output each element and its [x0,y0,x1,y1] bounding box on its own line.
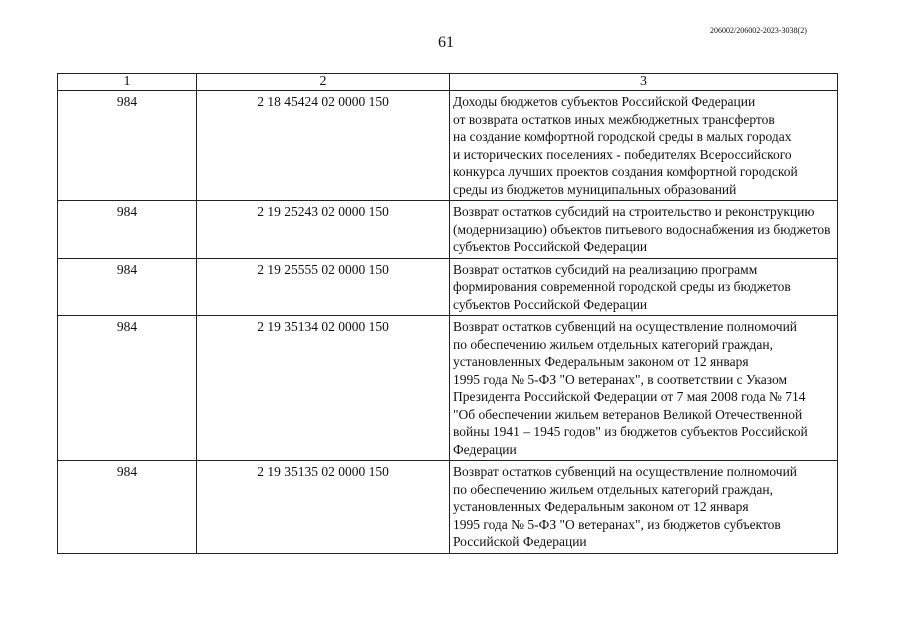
table-row [58,258,838,316]
description-line: по обеспечению жильем отдельных категорий граждан, [453,481,773,497]
description-line: войны 1941 – 1945 годов" из бюджетов субъектов Российской [453,424,808,439]
page-number: 61 [438,34,454,51]
column-header-3: 3 [450,74,838,91]
description-line: по обеспечению жильем отдельных категорий граждан, [453,336,773,352]
description-line: формирования современной городской среды из бюджетов [453,279,791,294]
description-line: 1995 года № 5-ФЗ "О ветеранах", из бюджетов субъектов [453,516,781,532]
description-line: Возврат остатков субвенций на осуществление полномочий [453,319,798,334]
budget-classification-code-cell: 2 19 25243 02 0000 150 [197,201,450,259]
column-header-2: 2 [197,74,450,91]
document-id: 206002/206002-2023-3038(2) [710,26,807,35]
admin-code-cell: 984 [58,461,197,554]
admin-code-cell: 984 [58,316,197,461]
income-description-cell [450,258,838,316]
description-line: Возврат остатков субсидий на реализацию программ [453,261,758,277]
table-body [58,91,838,554]
description-line: от возврата остатков иных межбюджетных трансфертов [453,111,775,127]
description-line: конкурса лучших проектов создания комфортной городской [453,164,798,179]
description-line: установленных Федеральным законом от 12 января [453,354,749,369]
admin-code-cell: 984 [58,91,197,201]
income-description-cell [450,461,838,554]
description-line: установленных Федеральным законом от 12 января [453,499,749,514]
table-header-row [58,74,838,91]
income-description-cell [450,201,838,259]
admin-code-cell: 984 [58,201,197,259]
budget-classification-code-cell: 2 19 35135 02 0000 150 [197,461,450,554]
description-line: субъектов Российской Федерации [453,296,648,312]
income-description-cell [450,316,838,461]
budget-classification-code-cell: 2 18 45424 02 0000 150 [197,91,450,201]
column-header-1: 1 [58,74,197,91]
description-line: (модернизацию) объектов питьевого водоснабжения из бюджетов [453,221,831,237]
table-row [58,201,838,259]
budget-codes-table [57,73,838,554]
admin-code-cell: 984 [58,258,197,316]
budget-classification-code-cell: 2 19 35134 02 0000 150 [197,316,450,461]
description-line: субъектов Российской Федерации [453,239,648,254]
description-line: 1995 года № 5-ФЗ "О ветеранах", в соответствии с Указом [453,371,788,387]
description-line: среды из бюджетов муниципальных образований [453,181,737,197]
description-line: Российской Федерации [453,534,587,549]
budget-classification-code-cell: 2 19 25555 02 0000 150 [197,258,450,316]
description-line: Президента Российской Федерации от 7 мая 2008 года № 714 [453,389,806,404]
table-row [58,461,838,554]
description-line: Федерации [453,441,517,457]
description-line: Возврат остатков субвенций на осуществление полномочий [453,464,798,479]
description-line: "Об обеспечении жильем ветеранов Великой Отечественной [453,406,803,422]
description-line: на создание комфортной городской среды в малых городах [453,129,792,144]
income-description-cell [450,91,838,201]
description-line: и исторических поселениях - победителях Всероссийского [453,146,792,162]
description-line: Доходы бюджетов субъектов Российской Федерации [453,94,756,109]
table-row [58,91,838,201]
table-row [58,316,838,461]
description-line: Возврат остатков субсидий на строительство и реконструкцию [453,204,815,219]
